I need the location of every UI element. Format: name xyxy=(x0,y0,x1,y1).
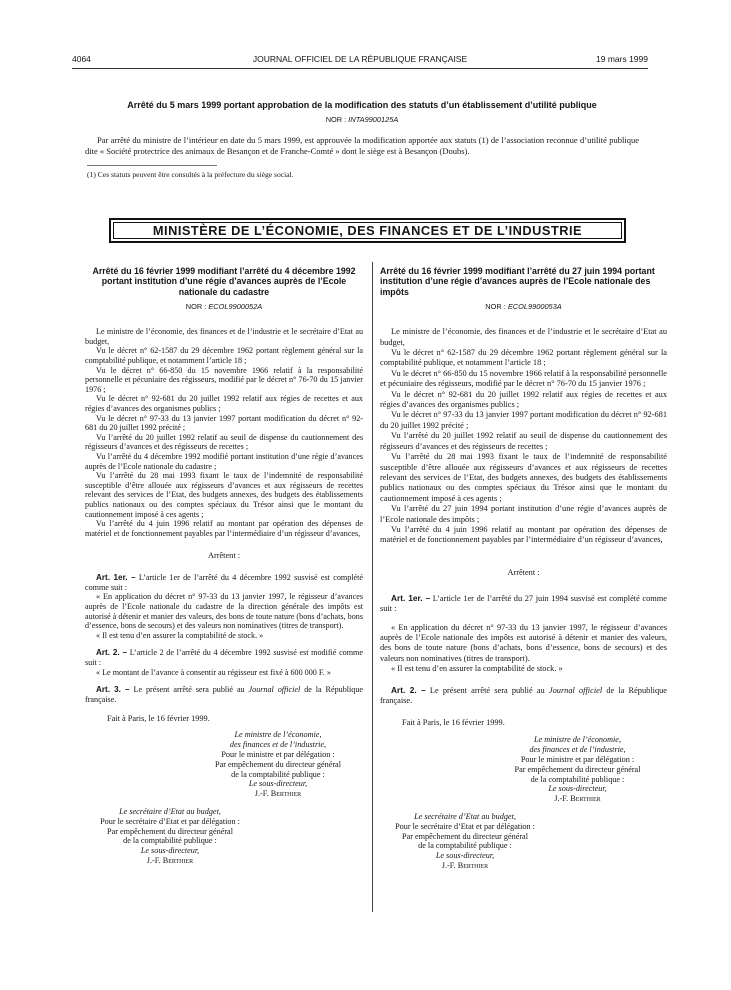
top-notice-title: Arrêté du 5 mars 1999 portant approbation de la modification des statuts d’un établissement d’utilité publique xyxy=(127,100,597,110)
ministry-banner xyxy=(109,218,626,243)
left-visa: Vu l’arrêté du 4 juin 1996 relatif au montant par opération des dépenses de matériel et de fonctionnement payables par l’intermédiaire d’un régisseur d’avances, xyxy=(85,519,363,538)
left-signature-minister: Le ministre de l’économie, des finances et de l’industrie, Pour le ministre et par délégation : Par empêchement du directeur général de la comptabilité publique : Le sous-directeur, J.-F. Berthier xyxy=(215,730,341,799)
right-title: Arrêté du 16 février 1999 modifiant l’arrêté du 27 juin 1994 portant institution d’une régie d’avances auprès de l’Ecole nationale des impôts xyxy=(380,266,655,297)
right-visa: Vu le décret n° 66-850 du 15 novembre 1966 relatif à la responsabilité personnelle et pécuniaire des régisseurs, modifié par le décret n° 76-70 du 15 janvier 1976 ; xyxy=(380,368,667,389)
right-arretent: Arrêtent : xyxy=(507,567,540,577)
left-nor: NOR : ECOL9900052A xyxy=(185,302,263,312)
right-visa: Vu l’arrêté du 28 mai 1993 fixant le taux de l’indemnité de responsabilité susceptible d’être allouée aux régisseurs d’avances et aux régisseurs de recettes relevant des services de l’Etat, des budgets annexes, des budgets des établissements publics nationaux ou des comptes spéciaux du Trésor ainsi que le montant du cautionnement imposé à ces agents ; xyxy=(380,452,667,503)
left-visa: Vu l’arrêté du 4 décembre 1992 modifié portant institution d’une régie d’avances auprès de l’Ecole nationale du cadastre ; xyxy=(85,451,363,471)
top-notice-body: Par arrêté du ministre de l’intérieur en date du 5 mars 1999, est approuvée la modification apportée aux statuts (1) de l’association reconnue d’utilité publique dite « Société protectrice des animaux de Besançon et de Franche-Comté » dont le siège est à Besançon (Doubs). xyxy=(85,135,639,156)
right-column xyxy=(380,266,667,871)
right-visa: Vu le décret n° 62-1587 du 29 décembre 1962 portant règlement général sur la comptabilité publique, et notamment l’article 18 ; xyxy=(380,348,667,368)
top-notice xyxy=(85,100,639,179)
page-number: 4064 xyxy=(72,54,91,64)
issue-date: 19 mars 1999 xyxy=(596,54,648,64)
left-visa: Vu le décret n° 66-850 du 15 novembre 1966 relatif à la responsabilité personnelle et pécuniaire des régisseurs, modifié par le décret n° 76-70 du 15 janvier 1976 ; xyxy=(85,365,363,394)
left-visa: Le ministre de l’économie, des finances et de l’industrie et le secrétaire d’Etat au budget, xyxy=(85,327,363,346)
right-visa: Vu l’arrêté du 4 juin 1996 relatif au montant par opération des dépenses de matériel et de fonctionnement payables par l’intermédiaire d’un régisseur d’avances, xyxy=(380,524,667,545)
right-art1-quote: « Il est tenu d’en assurer la comptabilité de stock. » xyxy=(391,664,563,674)
left-signature-secretary: Le secrétaire d’Etat au budget, Pour le secrétaire d’Etat et par délégation : Par empêchement du directeur général de la comptabilité publique : Le sous-directeur, J.-F. Berthier xyxy=(100,806,240,865)
left-art1: Art. 1er. – L’article 1er de l’arrêté du 4 décembre 1992 susvisé est complété comme suit : xyxy=(85,573,363,592)
right-art2: Art. 2. – Le présent arrêté sera publié au Journal officiel de la République française. xyxy=(380,684,667,705)
left-arretent: Arrêtent : xyxy=(207,551,241,561)
left-art2-quote: « Le montant de l’avance à consentir au régisseur est fixé à 600 000 F. » xyxy=(96,667,331,677)
left-visa: Vu le décret n° 62-1587 du 29 décembre 1962 portant règlement général sur la comptabilité publique, et notamment l’article 18 ; xyxy=(85,346,363,365)
header-rule xyxy=(72,68,648,69)
footnote-rule xyxy=(87,165,217,166)
right-visa: Vu l’arrêté du 20 juillet 1992 relatif au seuil de dispense du cautionnement des régisseurs d’avances et des régisseurs de recettes ; xyxy=(380,431,667,451)
right-art1-quote: « En application du décret n° 97-33 du 13 janvier 1997, le régisseur d’avances auprès de l’Ecole nationale des impôts est autorisé à détenir et manier des valeurs, des bons de toute nature (bons d’achats, bons d’essence, bons de secours) et des valeurs non nominatives (titres de transport). xyxy=(380,622,667,663)
top-notice-nor: NOR : INTA9900125A xyxy=(325,115,399,124)
left-title: Arrêté du 16 février 1999 modifiant l’arrêté du 4 décembre 1992 portant institution d’une régie d’avances auprès de l’Ecole nationale du cadastre xyxy=(92,266,356,297)
right-signature-minister: Le ministre de l’économie, des finances et de l’industrie, Pour le ministre et par délégation : Par empêchement du directeur général de la comptabilité publique : Le sous-directeur, J.-F. Berthier xyxy=(514,735,641,804)
right-signature-secretary: Le secrétaire d’Etat au budget, Pour le secrétaire d’Etat et par délégation : Par empêchement du directeur général de la comptabilité publique : Le sous-directeur, J.-F. Berthier xyxy=(395,811,535,870)
left-art2: Art. 2. – L’article 2 de l’arrêté du 4 décembre 1992 susvisé est modifié comme suit : xyxy=(85,648,363,668)
right-visa: Vu l’arrêté du 27 juin 1994 portant institution d’une régie d’avances auprès de l’Ecole nationale des impôts ; xyxy=(380,504,667,524)
left-fait: Fait à Paris, le 16 février 1999. xyxy=(107,714,210,724)
page-header xyxy=(72,54,648,68)
left-visas xyxy=(85,327,363,538)
right-visa: Vu le décret n° 97-33 du 13 janvier 1997 portant modification du décret n° 92-681 du 20 juillet 1992 précité ; xyxy=(380,410,667,430)
left-art1-quote: « Il est tenu d’en assurer la comptabilité de stock. » xyxy=(96,630,264,640)
left-art3: Art. 3. – Le présent arrêté sera publié au Journal officiel de la République française. xyxy=(85,685,364,704)
left-visa: Vu l’arrêté du 20 juillet 1992 relatif au seuil de dispense du cautionnement des régisseurs d’avances et des régisseurs de recettes ; xyxy=(85,432,363,452)
column-divider xyxy=(372,262,373,912)
journal-title: JOURNAL OFFICIEL DE LA RÉPUBLIQUE FRANÇAISE xyxy=(252,54,468,64)
left-visa: Vu l’arrêté du 28 mai 1993 fixant le taux de l’indemnité de responsabilité susceptible d’être allouée aux régisseurs d’avances et aux régisseurs de recettes relevant des services de l’Etat, des budgets annexes, des budgets des établissements publics nationaux ou des comptes spéciaux du Trésor ainsi que le montant du cautionnement imposé à ces agents ; xyxy=(85,471,363,519)
right-visa: Le ministre de l’économie, des finances et de l’industrie et le secrétaire d’Etat au budget, xyxy=(380,327,667,347)
top-notice-footnote: (1) Ces statuts peuvent être consultés à la préfecture du siège social. xyxy=(87,170,294,179)
ministry-banner-text: MINISTÈRE DE L’ÉCONOMIE, DES FINANCES ET DE L’INDUSTRIE xyxy=(152,223,583,238)
right-art1: Art. 1er. – L’article 1er de l’arrêté du 27 juin 1994 susvisé est complété comme suit : xyxy=(380,592,667,614)
left-visa: Vu le décret n° 92-681 du 20 juillet 1992 relatif aux régies de recettes et aux régies d’avances des organismes publics ; xyxy=(85,394,363,413)
left-visa: Vu le décret n° 97-33 du 13 janvier 1997 portant modification du décret n° 92-681 du 20 juillet 1992 précité ; xyxy=(85,413,363,433)
left-art1-quote: « En application du décret n° 97-33 du 13 janvier 1997, le régisseur d’avances auprès de l’Ecole nationale du cadastre de la direction générale des impôts est autorisé à détenir et manier des valeurs, des bons de toute nature (bons d’achats, bons d’essence, bons de secours) et des valeurs non nominatives (titres de transport). xyxy=(85,592,363,631)
right-visa: Vu le décret n° 92-681 du 20 juillet 1992 relatif aux régies de recettes et aux régies d’avances des organismes publics ; xyxy=(380,389,667,410)
left-column xyxy=(85,266,363,866)
right-nor: NOR : ECOL9900053A xyxy=(485,302,562,312)
right-fait: Fait à Paris, le 16 février 1999. xyxy=(402,718,505,728)
right-visas xyxy=(380,327,667,546)
